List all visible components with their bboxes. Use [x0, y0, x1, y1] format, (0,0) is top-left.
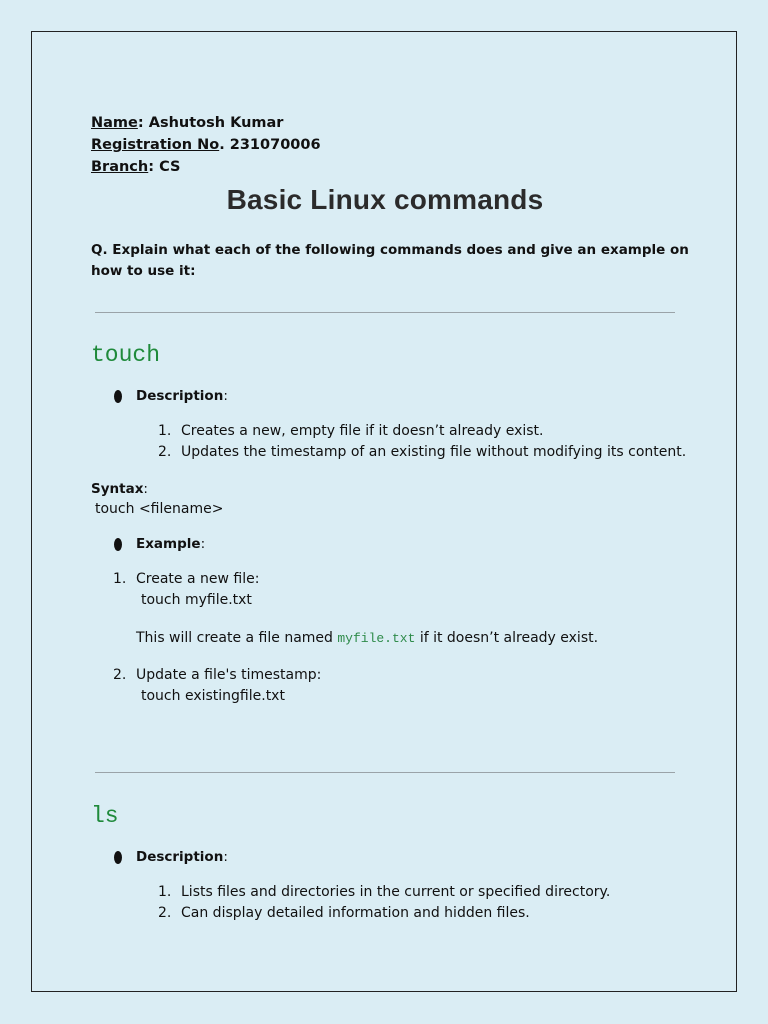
example-1-code: touch myfile.txt [141, 592, 252, 608]
example-label: Example: [136, 536, 206, 552]
example-1-number: 1. [113, 571, 127, 587]
touch-desc-item-2: Updates the timestamp of an existing file without modifying its content. [181, 444, 687, 460]
example-1-note: This will create a file named myfile.txt if it doesn’t already exist. [136, 630, 599, 646]
document-page [31, 31, 737, 992]
list-item-number: 2. [158, 905, 172, 921]
ls-desc-item-2: Can display detailed information and hidden files. [181, 905, 530, 921]
name-label: Name [91, 115, 138, 131]
example-2-title: Update a file's timestamp: [136, 667, 322, 683]
bullet-icon [114, 851, 122, 864]
list-item-number: 1. [158, 423, 172, 439]
syntax-value: touch <filename> [95, 501, 224, 517]
registration-value: . 231070006 [219, 137, 321, 153]
name-value: : Ashutosh Kumar [137, 115, 284, 131]
touch-description-label: Description: [136, 388, 228, 404]
command-heading-ls: ls [91, 803, 119, 829]
branch-value: : CS [148, 159, 181, 175]
example-2-code: touch existingfile.txt [141, 688, 285, 704]
bullet-icon [114, 538, 122, 551]
example-1-title: Create a new file: [136, 571, 260, 587]
registration-label: Registration No [91, 137, 220, 153]
branch-label: Branch [91, 159, 149, 175]
list-item-number: 1. [158, 884, 172, 900]
question-text: Q. Explain what each of the following commands does and give an example on how to use it: [91, 242, 689, 279]
divider [95, 772, 675, 773]
divider [95, 312, 675, 313]
ls-description-label: Description: [136, 849, 228, 865]
syntax-label: Syntax: [91, 481, 148, 497]
registration-line [91, 134, 321, 156]
bullet-icon [114, 390, 122, 403]
name-line [91, 112, 283, 134]
touch-desc-item-1: Creates a new, empty file if it doesn’t already exist. [181, 423, 544, 439]
branch-line [91, 156, 180, 178]
inline-code: myfile.txt [337, 631, 416, 646]
ls-desc-item-1: Lists files and directories in the current or specified directory. [181, 884, 611, 900]
example-2-number: 2. [113, 667, 127, 683]
command-heading-touch: touch [91, 342, 161, 368]
list-item-number: 2. [158, 444, 172, 460]
page-title: Basic Linux commands [226, 184, 544, 215]
